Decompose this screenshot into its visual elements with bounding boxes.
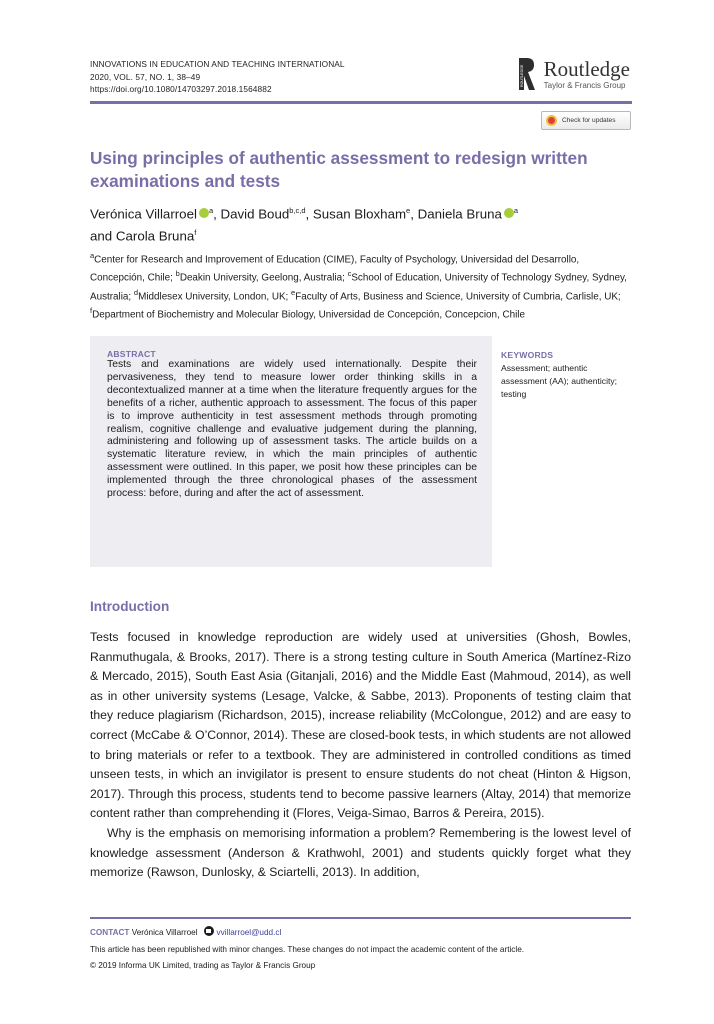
affiliation-text: School of Education, University of Technology Sydney, Sydney, Australia; <box>90 272 627 303</box>
author-list: Verónica Villarroel $^a$, David Boud$^{b,c,d}$, Susan Bloxham$^e$, Daniela Bruna $^a$ and Carola Bruna$^f$ <box>90 206 519 244</box>
orcid-icon[interactable] <box>504 208 514 218</box>
author-name: Verónica Villarroel <box>90 206 197 222</box>
contact-name: Verónica Villarroel <box>131 928 198 937</box>
contact-email-link[interactable]: vvillarroel@udd.cl <box>216 928 282 937</box>
body-paragraph: Tests focused in knowledge reproduction are widely used at universities (Ghosh, Bowles, Ranmuthugala, & Brooks, 2017). There is a strong testing culture in South America (Martínez-Rizo & Mercado, 2015), South East Asia (Gitanjali, 2016) and the Middle East (Mahmoud, 2014), as well as in other university systems (Lesage, Valcke, & Sabbe, 2013). Proponents of testing claim that they reduce plagiarism (Richardson, 2015), increase reliability (McColongue, 2012) and are easy to correct (McCabe & O’Connor, 2014). These are closed-book tests, in which students are not allowed to bring materials or refer to a textbook. They are administered in controlled conditions as timed unseen tests, in which an invigilator is present to ensure students do not cheat (Hinton & Higson, 2017). Through this process, students tend to become passive learners (Altay, 2014) that memorize content rather than comprehending it (Flores, Veiga-Simao, Barros & Pereira, 2015). <box>90 630 631 821</box>
email-icon <box>204 926 214 936</box>
journal-info <box>90 58 345 96</box>
article-title: Using principles of authentic assessment to redesign written examinations and tests <box>90 148 588 191</box>
author-name: Carola Bruna <box>115 228 195 244</box>
affiliation-text: Deakin University, Geelong, Australia; <box>179 272 348 284</box>
keywords-text: Assessment; authentic assessment (AA); authenticity; testing <box>501 363 618 399</box>
affiliation-text: Center for Research and Improvement of Education (CIME), Faculty of Psychology, Universidad del Desarrollo, Concepción, Chile; <box>90 254 580 284</box>
author-name: David Boud <box>220 206 290 222</box>
contact-label: CONTACT <box>90 928 130 937</box>
crossmark-icon <box>546 115 557 126</box>
journal-volume: 2020, VOL. 57, NO. 1, 38–49 <box>90 71 201 82</box>
affiliation-text: Department of Biochemistry and Molecular Biology, Universidad de Concepción, Concepcion, Chile <box>92 309 525 321</box>
abstract-heading: ABSTRACT <box>107 349 156 359</box>
abstract-text: Tests and examinations are widely used internationally. Despite their pervasiveness, they tend to measure lower order thinking skills in a decontextualized manner at a time when the literature frequently argues for the benefits of a richer, authentic approach to assessment. The focus of this paper is to improve authenticity in test assessment methods through promoting realism, cognitive challenge and evaluative judgement during the planning, administering and following up of assessment tasks. The article builds on a systematic literature review, in which the main principles of authentic assessment were outlined. In this paper, we posit how these principles can be implemented through the three chronological phases of the assessment process: before, during and after the act of assessment. <box>107 359 477 500</box>
check-for-updates-label: Check for updates <box>562 117 616 124</box>
affiliations: $^a$Center for Research and Improvement of Education (CIME), Faculty of Psychology, Universidad del Desarrollo, Concepción, Chile; $^b$Deakin University, Geelong, Australia; $^c$School of Education, University of Technology Sydney, Sydney, Australia; $^d$Middlesex University, London, UK; $^e$Faculty of Arts, Business and Science, University of Cumbria, Carlisle, UK; $^f$Department of Biochemistry and Molecular Biology, Universidad de Concepción, Concepcion, Chile <box>90 251 627 321</box>
keywords-block <box>501 350 619 400</box>
body-paragraph: Why is the emphasis on memorising information a problem? Remembering is the lowest level of knowledge assessment (Anderson & Krathwohl, 2001) and students quickly forget what they memorize (Rawson, Dunlosky, & Sciartelli, 2013). In addition, <box>90 825 631 880</box>
author-name: Daniela Bruna <box>417 206 502 222</box>
publisher-logo <box>516 54 630 94</box>
orcid-icon[interactable] <box>199 208 209 218</box>
header-divider <box>90 101 632 104</box>
copyright-text: © 2019 Informa UK Limited, trading as Taylor & Francis Group <box>90 961 316 970</box>
publisher-name: Routledge <box>543 57 630 81</box>
footer-divider <box>90 917 631 919</box>
svg-text:ROUTLEDGE: ROUTLEDGE <box>519 64 524 87</box>
publisher-subtitle: Taylor & Francis Group <box>543 81 626 90</box>
republished-note: This article has been republished with minor changes. These changes do not impact the academic content of the article. <box>90 944 525 954</box>
journal-doi-link[interactable]: https://doi.org/10.1080/14703297.2018.1564882 <box>90 84 272 94</box>
affiliation-text: Faculty of Arts, Business and Science, University of Cumbria, Carlisle, UK; <box>295 291 621 303</box>
contact-line <box>90 925 635 942</box>
check-for-updates-button[interactable] <box>541 111 631 130</box>
page-footer <box>90 925 635 975</box>
keywords-heading: KEYWORDS <box>501 350 554 360</box>
introduction-body <box>90 628 631 883</box>
journal-name: INNOVATIONS IN EDUCATION AND TEACHING INTERNATIONAL <box>90 59 345 69</box>
routledge-logo-icon <box>516 54 538 94</box>
abstract-box <box>90 336 492 567</box>
author-name: Susan Bloxham <box>312 206 407 222</box>
affiliation-text: Middlesex University, London, UK; <box>138 291 292 303</box>
section-heading-introduction: Introduction <box>90 599 170 614</box>
